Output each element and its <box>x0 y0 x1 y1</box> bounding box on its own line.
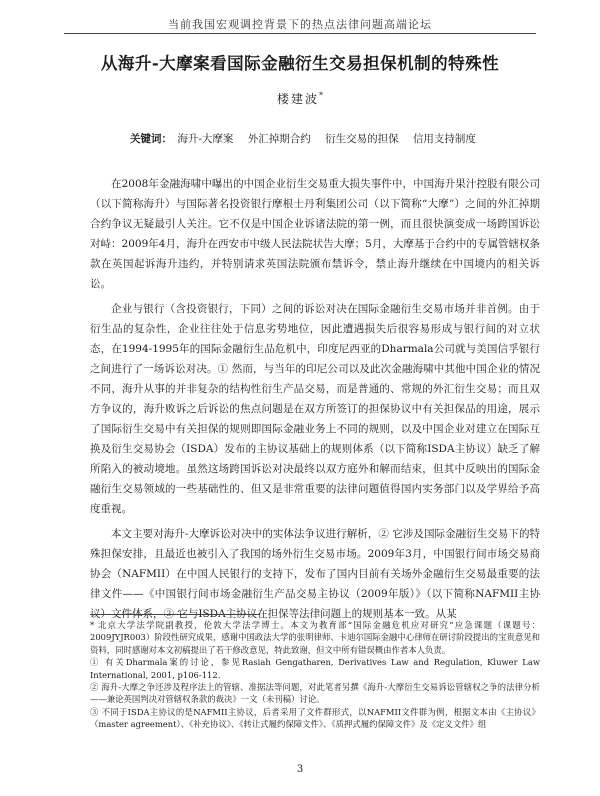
body-paragraph: 本文主要对海升-大摩诉讼对决中的实体法争议进行解析，② 它涉及国际金融衍生交易下的特殊担保安排，且最近也被引入了我国的场外衍生交易市场。2009年3月，中国银行间市场交易商协会（NAFMII）在中国人民银行的支持下，发布了国内目前有关场外金融衍生交易最重要的法律文件——《中国银行间市场金融衍生产品交易主协议（2009年版）》（以下简称NAFMII主协议）文件体系，③ 它与ISDA主协议在担保等法律问题上的规则基本一致。从某 <box>90 528 540 620</box>
footnote: ① 有关Dharmala案的讨论，参见Rasiah Gengatharen, Derivatives Law and Regulation, Kluwer Law International, 2001, p106-112. <box>90 657 540 680</box>
page-number: 3 <box>296 764 304 775</box>
keyword: 信用支持制度 <box>412 133 476 145</box>
body-text <box>90 174 540 629</box>
header-rule <box>64 33 536 34</box>
running-header: 当前我国宏观调控背景下的热点法律问题高端论坛 <box>168 18 432 31</box>
footnote: * 北京大学法学院副教授，伦敦大学法学博士。本文为教育部“国际金融危机应对研究”应急课题（课题号：2009JYJR003）阶段性研究成果，感谢中国政法大学的张明律师、卡迪尔国际金融中心律师在研讨阶段提出的宝贵意见和资料，同时感谢对本文初稿提出了若干修改意见，特此致谢，但文中所有错误概由作者本人负责。 <box>90 620 540 655</box>
footnote-rule <box>90 614 260 615</box>
body-paragraph: 企业与银行（含投资银行，下同）之间的诉讼对决在国际金融衍生交易市场并非首例。由于衍生品的复杂性，企业往往处于信息劣势地位，因此遭遇损失后很容易形成与银行间的对立状态，在1994-1995年的国际金融衍生品危机中，印度尼西亚的Dharmala公司就与美国信孚银行之间进行了一场诉讼对决。① 然而，与当年的印尼公司以及此次金融海啸中其他中国企业的情况不同，海升从事的并非复杂的结构性衍生产品交易，而是普通的、常规的外汇衍生交易；而且双方争议的，海升败诉之后诉讼的焦点问题是在双方所签订的担保协议中有关担保品的用途，展示了国际衍生交易中有关担保的规则即国际金融业务上不同的规则，以及中国企业对建立在国际互换及衍生交易协会（ISDA）发布的主协议基础上的规则体系（以下简称ISDA主协议）缺乏了解所陷入的被动境地。虽然这场跨国诉讼对决最终以双方庭外和解而结束，但其中反映出的国际金融衍生交易领域的一些基础性的、但又是非常重要的法律问题值得国内实务部门以及学界给予高度重视。 <box>90 303 540 515</box>
author-name: 楼建波 <box>276 92 319 106</box>
footnote: ② 海升-大摩之争还涉及程序法上的管辖、准据法等问题，对此笔者另撰《海升-大摩衍生交易诉讼管辖权之争的法律分析——兼论英国判决对管辖权条款的裁决》一文（未刊稿）讨论。 <box>90 682 540 705</box>
author-line <box>0 90 600 107</box>
keyword: 外汇掉期合约 <box>247 133 311 145</box>
keywords-line <box>130 130 540 148</box>
keyword: 衍生交易的担保 <box>325 133 399 145</box>
body-paragraph: 在2008年金融海啸中曝出的中国企业衍生交易重大损失事件中，中国海升果汁控股有限公司（以下简称海升）与国际著名投资银行摩根士丹利集团公司（以下简称“大摩”）之间的外汇掉期合约争议无疑最引人关注。它不仅是中国企业诉诸法院的第一例，而且很快演变成一场跨国诉讼对峙：2009年4月，海升在西安市中级人民法院状告大摩；5月，大摩基于合约中的专属管辖权条款在英国起诉海升违约，并特别请求英国法院颁布禁诉令，禁止海升继续在中国境内的相关诉讼。 <box>90 178 540 290</box>
author-footnote-mark: * <box>319 91 323 100</box>
footnote: ③ 不同于ISDA主协议的是NAFMII主协议，后者采用了文件群形式，以NAFMII文件群为例，根据文本由《主协议》（master agreement）、《补充协议》、《转让式履约保障文件》、《质押式履约保障文件》及《定义文件》组 <box>90 706 540 730</box>
footnotes <box>90 619 540 731</box>
keyword: 海升-大摩案 <box>177 133 234 145</box>
article-title: 从海升-大摩案看国际金融衍生交易担保机制的特殊性 <box>100 54 500 73</box>
keywords-label: 关键词： <box>130 133 172 145</box>
